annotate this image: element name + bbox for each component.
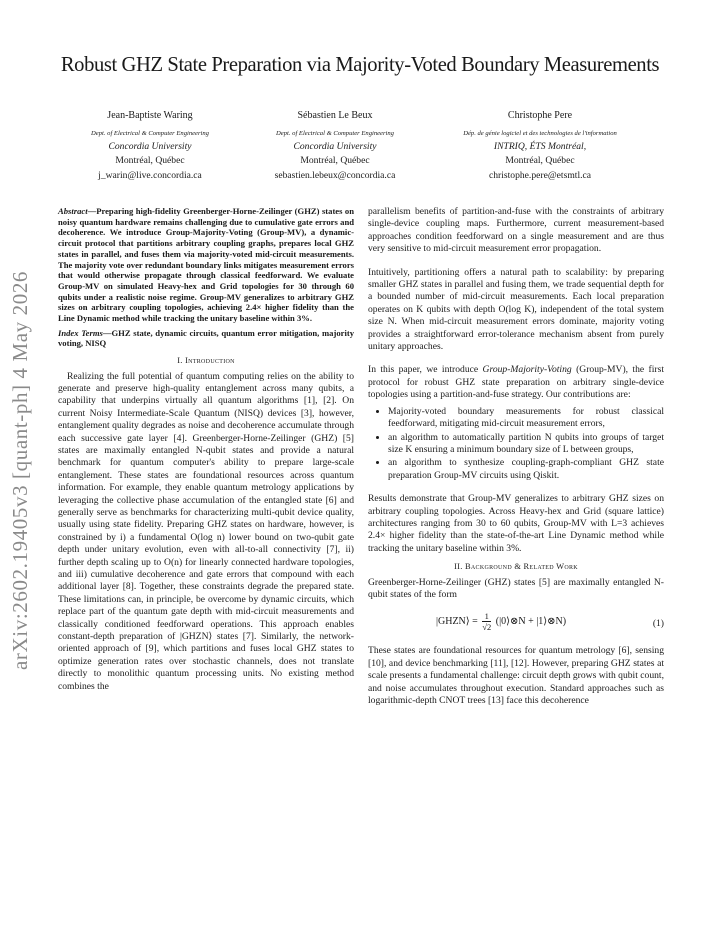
intro-paragraph: Realizing the full potential of quantum computing relies on the ability to generate and preserve high-quality entanglement across many qubits, a capability that underpins virtually all quantum algorithms [1], [2]. On current Noisy Intermediate-Scale Quantum (NISQ) devices [3], however, entanglement quality degrades as noise and decoherence accumulate through each successive gate layer [4]. Greenberger-Horne-Zeilinger (GHZ) [5] states are maximally entangled N-qubit states and provide a natural benchmark for quantum computer's ability to prepare large-scale entanglement. These states are foundational resources across quantum information. For example, they enable quantum metrology applications by leveraging the collective phase accumulation of the entangled state [6] and generally serve as benchmarks for characterizing multi-qubit device quality, usually using state fidelity. Preparing GHZ states on hardware, however, is constrained by i) a fundamental O(log n) lower bound on two-qubit gate depth under unitary evolution, even with all-to-all connectivity [7], ii) further depth scaling up to O(n) for linearly connected hardware topologies, and iii) cumulative decoherence and gate errors that compound with each additional layer [8]. Together, these constraints degrade the prepared state. These limitations can, in principle, be overcome by dynamic circuits, which replace part of the quantum gate depth with mid-circuit measurements and classically conditioned feedforward operations. This approach enables constant-depth preparation of |GHZN⟩ states [7]. Similarly, the network-oriented approach of [9], which partitions and fuses local GHZ states to optimize generation rates over stochastic channels, does not translate directly to monolithic quantum processing units. No existing method combines the [58,370,354,692]
author-department: Dép. de génie logiciel et des technologies de l'information [463,129,617,137]
author-city: Montréal, Québec [505,155,575,166]
index-terms-label: Index Terms [58,327,103,338]
list-item: • an algorithm to automatically partition N qubits into groups of target size K ensuring a minimum boundary size of L between groups, [388,432,664,457]
paragraph-introduction-group-mv [368,364,664,401]
author-email: sebastien.lebeux@concordia.ca [274,169,396,181]
author-block-1 [55,109,245,183]
index-terms-text: —GHZ state, dynamic circuits, quantum error mitigation, majority voting, NISQ [58,327,354,349]
contributions-list [368,406,664,482]
equation-body [436,611,566,632]
author-university: Concordia University [293,140,377,152]
author-university: Concordia University [108,140,192,152]
author-university: INTRIQ, ÉTS Montréal, [493,140,587,152]
author-department: Dept. of Electrical & Computer Engineering [276,129,394,137]
equation-lhs: |GHZN⟩ = [436,616,481,628]
left-column [58,206,354,693]
fraction-numerator: 1 [482,611,491,622]
abstract-text: —Preparing high-fidelity Greenberger-Horne-Zeilinger (GHZ) states on noisy quantum hardware remains challenging due to cumulative gate errors and decoherence. We introduce Group-Majority-Voting (Group-MV), a dynamic-circuit protocol that partitions arbitrary coupling graphs, prepares local GHZ states in parallel, and fuses them via majority-voted mid-circuit measurements. The majority vote over redundant boundary links mitigates measurement errors that would otherwise propagate through classical feedforward. We evaluate Group-MV on simulated Heavy-hex and Grid topologies for 30 through 60 qubits under a realistic noise regime. Group-MV generalizes to arbitrary GHZ sizes on arbitrary coupling topologies, achieving 2.4× higher fidelity than the Line Dynamic method while tracking the unitary baseline within 3%. [58,206,354,324]
equation-number: (1) [652,618,664,630]
text-span: (Group-MV), the first protocol for robust GHZ state preparation on arbitrary single-device topologies using a partition-and-fuse strategy. Our contributions are: [368,364,664,401]
list-item: • Majority-voted boundary measurements for robust classical feedforward, mitigating mid-circuit measurement errors, [388,406,664,431]
paper-title: Robust GHZ State Preparation via Majority-Voted Boundary Measurements [60,54,660,76]
equation-rhs: (|0⟩⊗N + |1⟩⊗N) [495,616,567,628]
right-column [368,206,664,707]
list-item: • an algorithm to synthesize coupling-graph-compliant GHZ state preparation Group-MV circuits using Qiskit. [388,457,664,482]
paragraph-scalability: Intuitively, partitioning offers a natural path to scalability: by preparing smaller GHZ states in parallel and fusing them, we trade sequential depth for a bounded number of mid-circuit measurements. Each local preparation operates on K qubits with depth O(log K), independent of the total system size N. When mid-circuit measurement errors dominate, majority voting provides a straightforward error-tolerance mechanism absent from purely unitary approaches. [368,266,664,353]
author-block-3 [425,109,655,183]
author-block-2 [240,109,430,183]
text-span: In this paper, we introduce [368,364,483,376]
section-heading-background: II. Background & Related Work [454,562,578,572]
author-name: Jean-Baptiste Waring [107,110,193,121]
author-name: Sébastien Le Beux [297,110,373,121]
equation-ghz [368,607,664,637]
abstract [58,206,354,324]
paragraph-background-resources: These states are foundational resources for quantum metrology [6], sensing [10], and device benchmarking [11], [12]. However, preparing GHZ states at scale presents a fundamental challenge: circuit depth grows with qubit count, and noise accumulates throughout execution. Standard approaches such as logarithmic-depth CNOT trees [13] face this decoherence [368,645,664,706]
author-city: Montréal, Québec [300,155,370,166]
author-department: Dept. of Electrical & Computer Engineering [91,129,209,137]
paragraph-partition-fuse: parallelism benefits of partition-and-fuse with the constraints of arbitrary single-device coupling maps. Furthermore, current measurement-based approaches condition feedforward on a single measurement and are thus very sensitive to mid-circuit measurement error propagation. [368,206,664,255]
method-name: Group-Majority-Voting [482,364,572,376]
index-terms [58,328,354,349]
abstract-label: Abstract [58,206,88,216]
equation-fraction [482,611,491,632]
author-email: christophe.pere@etsmtl.ca [488,169,592,181]
author-city: Montréal, Québec [115,155,185,166]
paragraph-background-intro: Greenberger-Horne-Zeilinger (GHZ) states [5] are maximally entangled N-qubit states of the form [368,576,664,600]
author-name: Christophe Pere [507,110,573,121]
paragraph-results: Results demonstrate that Group-MV generalizes to arbitrary GHZ sizes on arbitrary coupling topologies. Across Heavy-hex and Grid (square lattice) architectures ranging from 30 to 60 qubits, Group-MV with L=3 achieves 2.4× higher fidelity than the state-of-the-art Line Dynamic method while tracking the unitary baseline within 3%. [368,493,664,554]
author-email: j_warin@live.concordia.ca [98,169,202,181]
arxiv-identifier: arXiv:2602.19405v3 [quant-ph] 4 May 2026 [8,270,32,670]
section-heading-introduction: I. Introduction [177,356,235,366]
fraction-denominator: √2 [482,622,492,633]
